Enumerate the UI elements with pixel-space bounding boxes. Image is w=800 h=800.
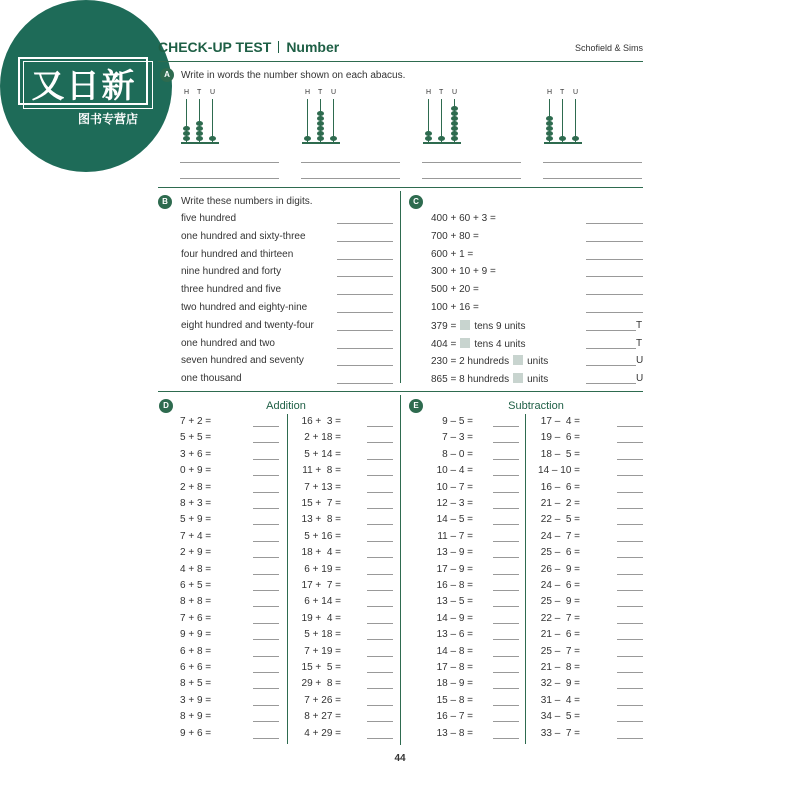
answer-line[interactable]	[253, 492, 279, 493]
answer-line[interactable]	[253, 524, 279, 525]
section-de-divider	[400, 395, 401, 745]
answer-line[interactable]	[367, 688, 393, 689]
equation: 25 – 6 =	[540, 547, 580, 559]
abacus-column-label: H	[426, 89, 432, 96]
partition-unit: T	[636, 319, 643, 331]
partition-left: 404 =	[431, 338, 457, 350]
equation: 15 + 7 =	[301, 498, 341, 509]
answer-line[interactable]	[367, 590, 393, 591]
title-main: CHECK-UP TEST	[158, 39, 272, 55]
abacus-column-label: U	[331, 89, 337, 96]
partition-unit: U	[636, 373, 644, 385]
section-bc-rule	[158, 391, 643, 392]
partition-left: 230 = 2 hundreds	[431, 356, 510, 368]
abacus-column-label: U	[573, 89, 579, 96]
equation: 19 – 6 =	[540, 432, 580, 444]
equation: 3 + 6 =	[180, 448, 212, 460]
abacus-bead	[425, 131, 432, 136]
answer-line[interactable]	[617, 590, 643, 591]
equation: 5 + 9 =	[180, 514, 212, 526]
section-a-instruction: Write in words the number shown on each abacus.	[181, 70, 406, 81]
equation: 11 – 7 =	[437, 530, 473, 542]
answer-line[interactable]	[543, 178, 642, 179]
equation: 31 – 4 =	[540, 694, 580, 706]
answer-line[interactable]	[367, 606, 393, 607]
answer-line[interactable]	[617, 705, 643, 706]
answer-line[interactable]	[367, 738, 393, 739]
abacus-bead	[572, 136, 579, 141]
equation: 7 – 3 =	[442, 432, 473, 444]
partition-unit: U	[636, 355, 644, 367]
abacus-base	[423, 142, 461, 144]
answer-line[interactable]	[493, 508, 519, 509]
answer-line[interactable]	[367, 426, 393, 427]
answer-line[interactable]	[180, 162, 279, 163]
number-words: one hundred and sixty-three	[181, 230, 306, 242]
equation: 25 – 7 =	[540, 645, 580, 657]
equation: 8 – 0 =	[442, 448, 473, 460]
answer-line[interactable]	[253, 672, 279, 673]
answer-line[interactable]	[253, 426, 279, 427]
equation: 6 + 5 =	[180, 580, 212, 591]
answer-line[interactable]	[253, 656, 279, 657]
answer-line[interactable]	[493, 524, 519, 525]
number-words: two hundred and eighty-nine	[181, 302, 308, 313]
answer-line[interactable]	[367, 557, 393, 558]
equation: 15 – 8 =	[436, 694, 473, 706]
abacus-column-label: H	[305, 89, 311, 96]
equation: 13 – 5 =	[436, 596, 473, 608]
abacus-bead	[317, 136, 324, 141]
equation: 9 + 6 =	[180, 727, 212, 739]
equation: 14 – 9 =	[436, 612, 473, 624]
equation: 14 – 8 =	[436, 645, 473, 657]
answer-line[interactable]	[422, 178, 521, 179]
logo-text: 又日新	[31, 66, 137, 105]
partition-right: units	[527, 374, 549, 386]
equation: 5 + 5 =	[180, 432, 212, 444]
answer-line[interactable]	[493, 623, 519, 624]
answer-line[interactable]	[493, 492, 519, 493]
equation: 11 + 8 =	[302, 465, 341, 477]
abacus-bead	[451, 131, 458, 136]
sum-expression: 700 + 80 =	[431, 230, 479, 242]
number-words: eight hundred and twenty-four	[181, 319, 314, 331]
equation: 7 + 2 =	[180, 416, 212, 427]
section-c-badge: C	[409, 195, 423, 209]
section-e-title: Subtraction	[508, 400, 564, 412]
answer-line[interactable]	[617, 475, 643, 476]
equation: 19 + 4 =	[301, 612, 341, 624]
abacus-bead	[451, 136, 458, 141]
answer-line[interactable]	[493, 606, 519, 607]
answer-line[interactable]	[586, 223, 643, 224]
equation: 5 + 14 =	[304, 448, 341, 460]
partition-box	[460, 320, 470, 330]
equation: 7 + 19 =	[304, 645, 341, 657]
answer-line[interactable]	[493, 574, 519, 575]
answer-line[interactable]	[586, 241, 643, 242]
header-rule	[158, 61, 643, 62]
section-d-title: Addition	[266, 400, 306, 412]
answer-line[interactable]	[253, 639, 279, 640]
equation: 32 – 9 =	[540, 678, 580, 690]
equation: 2 + 18 =	[304, 432, 341, 444]
equation: 17 – 4 =	[540, 416, 580, 427]
equation: 21 – 8 =	[540, 662, 580, 673]
abacus-bead	[209, 136, 216, 141]
equation: 21 – 2 =	[540, 498, 580, 509]
equation: 9 + 9 =	[180, 629, 212, 641]
store-logo	[0, 0, 172, 172]
answer-line[interactable]	[493, 656, 519, 657]
answer-line[interactable]	[253, 508, 279, 509]
answer-line[interactable]	[367, 508, 393, 509]
equation: 25 – 9 =	[540, 596, 580, 608]
abacus-bead	[183, 126, 190, 131]
equation: 16 – 6 =	[540, 481, 580, 493]
answer-line[interactable]	[301, 162, 400, 163]
answer-line[interactable]	[337, 365, 393, 366]
equation: 33 – 7 =	[540, 727, 580, 739]
publisher-name: Schofield & Sims	[574, 43, 643, 53]
abacus-bead	[317, 126, 324, 131]
answer-line[interactable]	[586, 383, 636, 384]
answer-line[interactable]	[617, 574, 643, 575]
page-number: 44	[394, 753, 406, 764]
abacus-column-label: H	[184, 89, 190, 96]
equation: 7 + 4 =	[180, 530, 212, 542]
equation: 15 + 5 =	[301, 662, 341, 673]
partition-left: 379 =	[431, 320, 457, 332]
partition-left: 865 = 8 hundreds	[431, 374, 510, 386]
abacus-bead	[183, 136, 190, 141]
equation: 8 + 3 =	[180, 498, 212, 509]
abacus-bead	[451, 126, 458, 131]
equation: 8 + 27 =	[304, 711, 341, 723]
answer-line[interactable]	[337, 294, 393, 295]
answer-line[interactable]	[367, 672, 393, 673]
sum-expression: 300 + 10 + 9 =	[431, 266, 496, 278]
answer-line[interactable]	[253, 557, 279, 558]
number-words: five hundred	[181, 213, 237, 224]
answer-line[interactable]	[493, 672, 519, 673]
answer-line[interactable]	[586, 365, 636, 366]
abacus-bead	[451, 116, 458, 121]
abacus-column-label: T	[560, 89, 565, 96]
number-words: one thousand	[181, 373, 242, 385]
answer-line[interactable]	[586, 330, 636, 331]
equation: 18 – 5 =	[540, 448, 580, 460]
abacus-column-label: U	[210, 89, 216, 96]
equation: 6 + 8 =	[180, 645, 212, 657]
abacus-bead	[546, 121, 553, 126]
answer-line[interactable]	[617, 442, 643, 443]
abacus-column-label: U	[452, 89, 458, 96]
partition-right: units	[527, 356, 549, 368]
abacus-bead	[317, 131, 324, 136]
equation: 26 – 9 =	[540, 563, 580, 575]
partition-right: tens 9 units	[474, 320, 526, 332]
section-a-rule	[158, 187, 643, 188]
answer-line[interactable]	[367, 721, 393, 722]
partition-expression	[431, 320, 525, 332]
equation: 17 – 8 =	[436, 662, 473, 673]
equation: 4 + 29 =	[304, 727, 341, 739]
answer-line[interactable]	[253, 541, 279, 542]
abacus-bead	[196, 126, 203, 131]
answer-line[interactable]	[617, 492, 643, 493]
answer-line[interactable]	[367, 459, 393, 460]
equation: 29 + 8 =	[301, 678, 341, 690]
sum-expression: 100 + 16 =	[431, 302, 479, 313]
equation: 14 – 10 =	[538, 465, 580, 477]
answer-line[interactable]	[493, 459, 519, 460]
answer-line[interactable]	[253, 738, 279, 739]
answer-line[interactable]	[367, 656, 393, 657]
equation: 6 + 19 =	[304, 563, 341, 575]
logo-subtext: 图书专营店	[78, 112, 139, 126]
page-title	[158, 39, 339, 55]
abacus-bead	[451, 121, 458, 126]
answer-line[interactable]	[617, 721, 643, 722]
equation: 6 + 6 =	[180, 662, 212, 673]
section-bc-divider	[400, 191, 401, 383]
answer-line[interactable]	[337, 259, 393, 260]
answer-line[interactable]	[493, 590, 519, 591]
equation: 2 + 8 =	[180, 481, 212, 493]
answer-line[interactable]	[253, 721, 279, 722]
abacus-bead	[317, 121, 324, 126]
answer-line[interactable]	[253, 442, 279, 443]
equation: 2 + 9 =	[180, 547, 212, 559]
answer-line[interactable]	[337, 383, 393, 384]
section-e-badge: E	[409, 399, 423, 413]
answer-line[interactable]	[493, 705, 519, 706]
number-words: four hundred and thirteen	[181, 248, 294, 260]
answer-line[interactable]	[617, 672, 643, 673]
abacus-bead	[559, 136, 566, 141]
abacus-column-label: H	[547, 89, 553, 96]
equation: 8 + 9 =	[180, 711, 212, 723]
answer-line[interactable]	[337, 348, 393, 349]
abacus-bead	[438, 136, 445, 141]
abacus-bead	[546, 136, 553, 141]
answer-line[interactable]	[367, 639, 393, 640]
answer-line[interactable]	[586, 348, 636, 349]
partition-expression	[431, 338, 525, 350]
equation: 14 – 5 =	[436, 514, 473, 526]
answer-line[interactable]	[253, 688, 279, 689]
number-words: one hundred and two	[181, 337, 275, 349]
equation: 0 + 9 =	[180, 465, 212, 477]
equation: 7 + 13 =	[304, 481, 341, 493]
abacus-bead	[330, 136, 337, 141]
answer-line[interactable]	[367, 705, 393, 706]
answer-line[interactable]	[617, 623, 643, 624]
answer-line[interactable]	[617, 524, 643, 525]
equation: 18 + 4 =	[301, 547, 341, 559]
abacus-bead	[546, 116, 553, 121]
answer-line[interactable]	[253, 590, 279, 591]
answer-line[interactable]	[367, 524, 393, 525]
partition-box	[513, 355, 523, 365]
answer-line[interactable]	[253, 475, 279, 476]
partition-unit: T	[636, 337, 643, 349]
answer-line[interactable]	[367, 475, 393, 476]
answer-line[interactable]	[586, 312, 643, 313]
answer-line[interactable]	[337, 330, 393, 331]
equation: 5 + 16 =	[304, 530, 341, 542]
answer-line[interactable]	[367, 492, 393, 493]
equation: 13 + 8 =	[301, 514, 341, 526]
answer-line[interactable]	[337, 312, 393, 313]
answer-line[interactable]	[367, 541, 393, 542]
title-subject: Number	[286, 39, 340, 55]
answer-line[interactable]	[493, 639, 519, 640]
partition-expression	[431, 373, 548, 385]
number-words: seven hundred and seventy	[181, 355, 304, 367]
equation: 3 + 9 =	[180, 694, 212, 706]
equation: 34 – 5 =	[540, 711, 580, 723]
partition-expression	[431, 355, 548, 367]
answer-line[interactable]	[180, 178, 279, 179]
equation: 24 – 6 =	[540, 580, 580, 591]
equation: 13 – 8 =	[436, 727, 473, 739]
equation: 22 – 7 =	[540, 612, 580, 624]
sum-expression: 500 + 20 =	[431, 284, 479, 296]
partition-right: tens 4 units	[474, 338, 526, 350]
equation: 7 + 26 =	[304, 694, 341, 706]
abacus-bead	[183, 131, 190, 136]
equation: 10 – 4 =	[436, 465, 473, 477]
answer-line[interactable]	[493, 442, 519, 443]
equation: 17 – 9 =	[436, 563, 473, 575]
abacus-bead	[196, 121, 203, 126]
abacus-base	[302, 142, 340, 144]
abacus-base	[544, 142, 582, 144]
answer-line[interactable]	[253, 459, 279, 460]
answer-line[interactable]	[586, 276, 643, 277]
answer-line[interactable]	[493, 738, 519, 739]
equation: 9 – 5 =	[442, 416, 473, 427]
abacus-bead	[317, 116, 324, 121]
number-words: nine hundred and forty	[181, 266, 282, 278]
answer-line[interactable]	[493, 475, 519, 476]
answer-line[interactable]	[337, 223, 393, 224]
equation: 16 + 3 =	[301, 416, 341, 427]
answer-line[interactable]	[253, 705, 279, 706]
equation: 5 + 18 =	[304, 629, 341, 641]
answer-line[interactable]	[617, 639, 643, 640]
equation: 16 – 7 =	[436, 711, 473, 723]
section-b-badge: B	[158, 195, 172, 209]
abacus-bead	[546, 126, 553, 131]
answer-line[interactable]	[493, 426, 519, 427]
partition-box	[460, 338, 470, 348]
abacus-bead	[451, 106, 458, 111]
answer-line[interactable]	[301, 178, 400, 179]
abacus-column-label: T	[318, 89, 323, 96]
answer-line[interactable]	[253, 623, 279, 624]
equation: 10 – 7 =	[436, 481, 473, 493]
answer-line[interactable]	[617, 459, 643, 460]
section-a-badge: A	[160, 68, 174, 82]
answer-line[interactable]	[586, 259, 643, 260]
answer-line[interactable]	[617, 656, 643, 657]
answer-line[interactable]	[617, 688, 643, 689]
answer-line[interactable]	[617, 738, 643, 739]
answer-line[interactable]	[493, 688, 519, 689]
sum-expression: 600 + 1 =	[431, 248, 474, 260]
answer-line[interactable]	[337, 276, 393, 277]
answer-line[interactable]	[422, 162, 521, 163]
section-d-badge: D	[159, 399, 173, 413]
answer-line[interactable]	[367, 623, 393, 624]
equation: 13 – 9 =	[436, 547, 473, 559]
answer-line[interactable]	[493, 557, 519, 558]
answer-line[interactable]	[617, 541, 643, 542]
answer-line[interactable]	[337, 241, 393, 242]
equation: 7 + 6 =	[180, 612, 212, 624]
equation: 16 – 8 =	[436, 580, 473, 591]
section-b-instruction: Write these numbers in digits.	[181, 196, 313, 207]
answer-line[interactable]	[493, 721, 519, 722]
answer-line[interactable]	[367, 574, 393, 575]
abacus-base	[181, 142, 219, 144]
answer-line[interactable]	[617, 557, 643, 558]
abacus-bead	[196, 131, 203, 136]
equation: 12 – 3 =	[436, 498, 473, 509]
answer-line[interactable]	[586, 294, 643, 295]
abacus-bead	[425, 136, 432, 141]
equation: 8 + 8 =	[180, 596, 212, 608]
equation: 24 – 7 =	[540, 530, 580, 542]
equation: 13 – 6 =	[436, 629, 473, 641]
answer-line[interactable]	[253, 606, 279, 607]
answer-line[interactable]	[493, 541, 519, 542]
answer-line[interactable]	[543, 162, 642, 163]
abacus-bead	[451, 111, 458, 116]
title-divider	[278, 41, 279, 53]
abacus-bead	[196, 136, 203, 141]
equation: 18 – 9 =	[436, 678, 473, 690]
sum-expression: 400 + 60 + 3 =	[431, 213, 496, 224]
number-words: three hundred and five	[181, 284, 282, 296]
equation: 4 + 8 =	[180, 563, 212, 575]
answer-line[interactable]	[253, 574, 279, 575]
answer-line[interactable]	[617, 606, 643, 607]
abacus-bead	[304, 136, 311, 141]
answer-line[interactable]	[617, 426, 643, 427]
answer-line[interactable]	[367, 442, 393, 443]
abacus-column-label: T	[439, 89, 444, 96]
abacus-bead	[546, 131, 553, 136]
equation: 8 + 5 =	[180, 678, 212, 690]
partition-box	[513, 373, 523, 383]
abacus-bead	[317, 111, 324, 116]
equation: 6 + 14 =	[304, 596, 341, 608]
abacus-column-label: T	[197, 89, 202, 96]
equation: 22 – 5 =	[540, 514, 580, 526]
equation: 21 – 6 =	[540, 629, 580, 641]
equation: 17 + 7 =	[301, 580, 341, 591]
answer-line[interactable]	[617, 508, 643, 509]
